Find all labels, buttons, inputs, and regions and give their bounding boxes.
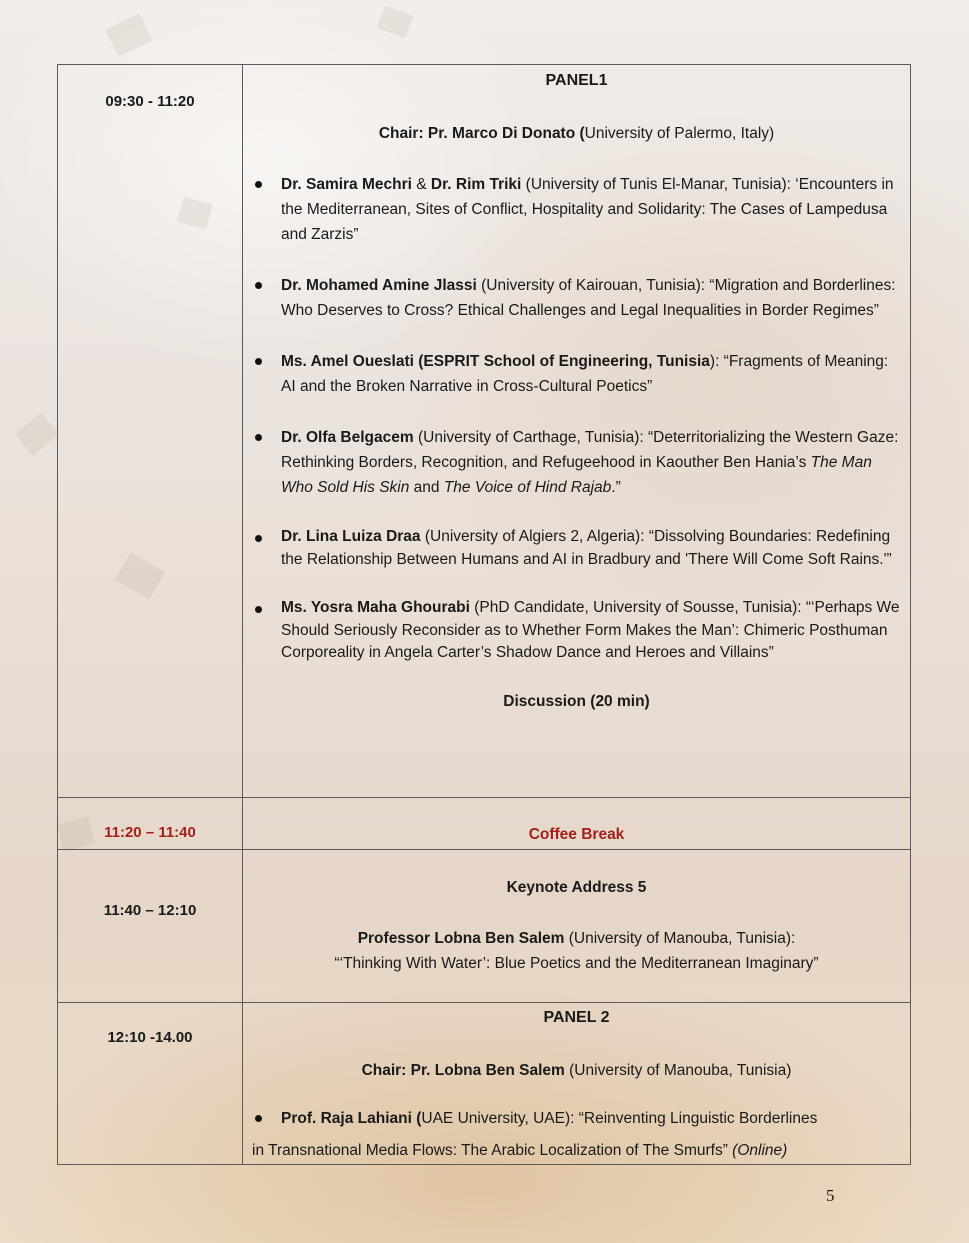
time-cell: [58, 798, 243, 850]
presenter-name: Dr. Mohamed Amine Jlassi: [281, 277, 477, 294]
table-row: [58, 850, 911, 1003]
presentation-text: ): “Fragments of Meaning: AI and the Broken Narrative in Cross-Cultural Poetics”: [281, 353, 889, 395]
discussion-label: Discussion (20 min): [503, 692, 650, 710]
online-tag: (Online): [732, 1142, 788, 1159]
time-cell: [58, 850, 243, 1003]
presentation-text: (University of Tunis El-Manar, Tunisia): ‘Encounters in the Mediterranean, Sites of Conflict, Hospitality and Solidarity: The Cases of Lampedusa and Zarzis”: [281, 176, 894, 243]
presenter-name: Dr. Samira Mechri: [281, 176, 412, 193]
schedule-table: [57, 64, 911, 1165]
presentation-list: [243, 1106, 910, 1131]
background-decoration: [377, 6, 413, 39]
film-title: The Man Who Sold His Skin: [281, 454, 872, 496]
list-item: [243, 1106, 910, 1131]
presentation-text: (University of Carthage, Tunisia): “Deterritorializing the Western Gaze: Rethinking Borders, Recognition, and Refugeehood in Kaouther Ben Hania’s: [281, 429, 899, 471]
presentation-continuation: [243, 1138, 910, 1163]
chair-label: Chair: Pr. Marco Di Donato (: [378, 125, 585, 142]
presentation-text: (University of Kairouan, Tunisia): “Migration and Borderlines: Who Deserves to Cross? Ethical Challenges and Legal Inequalities in Border Regimes”: [281, 277, 896, 319]
time-slot: 11:20 – 11:40: [104, 824, 196, 841]
chair-label: Chair: Pr. Lobna Ben Salem: [361, 1062, 565, 1079]
page-number: 5: [826, 1186, 835, 1205]
presentation-text: (PhD Candidate, University of Sousse, Tunisia): “‘Perhaps We Should Seriously Reconsider as to Whether Form Makes the Man’: Chimeric Posthuman Corporeality in Angela Carter’s Shadow Dance and Heroes and Villains”: [281, 599, 900, 661]
break-title: Coffee Break: [528, 826, 625, 843]
keynote-title: Keynote Address 5: [506, 879, 647, 896]
connector-text: and: [409, 479, 444, 496]
presenter-name: Dr. Lina Luiza Draa: [281, 528, 421, 545]
chair-affiliation: University of Palermo, Italy): [584, 125, 775, 142]
closing-text: .”: [611, 479, 621, 496]
list-item: [243, 172, 910, 247]
presentation-text: (University of Algiers 2, Algeria): “Dissolving Boundaries: Redefining the Relationship Between Humans and AI in Bradbury and 'There Will Come Soft Rains.'”: [281, 528, 892, 568]
presenter-name: Dr. Olfa Belgacem: [281, 429, 414, 446]
list-item: [243, 349, 910, 399]
background-decoration: [15, 412, 59, 455]
presenter-name: Ms. Yosra Maha Ghourabi: [281, 599, 470, 616]
keynote-talk-title: “‘Thinking With Water’: Blue Poetics and the Mediterranean Imaginary”: [334, 955, 819, 972]
session-cell: [243, 798, 911, 850]
time-slot: 09:30 - 11:20: [105, 93, 195, 110]
presentation-list: [243, 172, 910, 665]
list-item: [243, 425, 910, 500]
session-cell: [243, 1003, 911, 1165]
list-item: [243, 273, 910, 323]
table-row: [58, 798, 911, 850]
speaker-name: Professor Lobna Ben Salem: [357, 930, 565, 947]
list-item: [243, 526, 910, 571]
background-decoration: [105, 13, 152, 56]
table-row: [58, 1003, 911, 1165]
time-cell: [58, 1003, 243, 1165]
presentation-text: in Transnational Media Flows: The Arabic Localization of The Smurfs”: [252, 1142, 733, 1159]
keynote-speaker: [243, 926, 910, 951]
presenter-name: Prof. Raja Lahiani (: [281, 1110, 422, 1127]
connector-text: &: [411, 176, 431, 193]
presenter-name: Ms. Amel Oueslati (ESPRIT School of Engineering, Tunisia: [281, 353, 710, 370]
panel-title: PANEL 2: [543, 1009, 610, 1026]
panel-chair: [243, 121, 910, 146]
session-cell: [243, 65, 911, 798]
table-row: [58, 65, 911, 798]
panel-title: PANEL1: [545, 72, 608, 89]
presentation-text: UAE University, UAE): “Reinventing Linguistic Borderlines: [421, 1110, 818, 1127]
time-cell: [58, 65, 243, 798]
list-item: [243, 597, 910, 665]
panel-chair: [243, 1058, 910, 1083]
time-slot: 12:10 -14.00: [107, 1029, 193, 1046]
speaker-affiliation: (University of Manouba, Tunisia):: [564, 930, 796, 947]
chair-affiliation: (University of Manouba, Tunisia): [564, 1062, 792, 1079]
film-title: The Voice of Hind Rajab: [443, 479, 612, 496]
presenter-name: Dr. Rim Triki: [430, 176, 522, 193]
time-slot: 11:40 – 12:10: [103, 902, 197, 919]
session-cell: [243, 850, 911, 1003]
